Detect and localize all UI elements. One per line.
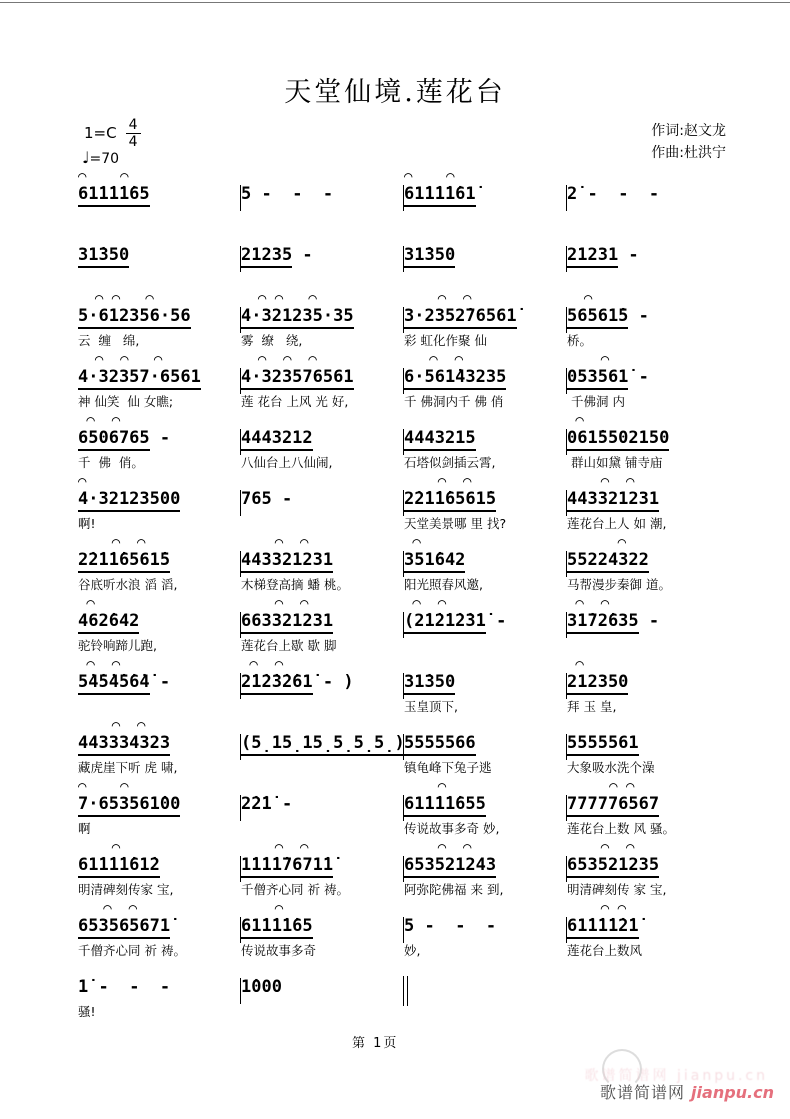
measure bbox=[567, 901, 729, 958]
measure-notes: 653565671̇ bbox=[78, 915, 240, 939]
measure-notes: 61̇1̇1̇1̇61̇2 bbox=[78, 854, 240, 878]
score-row bbox=[0, 474, 790, 532]
measure-lyric: 神 仙笑 仙 女瞧; bbox=[78, 394, 174, 409]
measure-lyric bbox=[78, 272, 240, 287]
measure bbox=[78, 779, 240, 836]
slur-arcs bbox=[567, 233, 729, 244]
measure bbox=[404, 596, 566, 653]
score-row bbox=[0, 233, 790, 288]
measure bbox=[404, 904, 566, 958]
measure-lyric: 千佛洞 内 bbox=[567, 394, 625, 409]
measure-lyric: 彩 虹化作聚 仙 bbox=[404, 333, 487, 348]
slur-arcs: ◠ ◠ bbox=[241, 657, 284, 673]
slur-arcs bbox=[241, 721, 403, 732]
measure-lyric bbox=[567, 211, 729, 226]
measure-lyric bbox=[78, 211, 240, 226]
score-row bbox=[0, 535, 790, 593]
meter-denominator: 4 bbox=[128, 134, 138, 150]
measure-lyric: 桥。 bbox=[567, 333, 593, 348]
measure-lyric: 八仙台上八仙闹, bbox=[241, 455, 333, 470]
slur-arcs: ◠ bbox=[567, 352, 610, 368]
slur-arcs: ◠ ◠ bbox=[78, 169, 129, 185]
credits bbox=[651, 120, 726, 164]
measure bbox=[241, 965, 403, 1019]
key-value: 1=C bbox=[84, 124, 117, 142]
measure-notes: 765 - bbox=[241, 489, 293, 509]
measure-lyric: 妙, bbox=[404, 943, 421, 958]
slur-arcs: ◠ ◠ bbox=[404, 840, 472, 856]
meter-fraction bbox=[126, 118, 141, 149]
measure bbox=[78, 840, 240, 897]
tempo-value: =70 bbox=[89, 151, 120, 167]
slur-arcs bbox=[241, 233, 403, 244]
measure-lyric: 藏虎崖下听 虎 啸, bbox=[78, 760, 178, 775]
measure bbox=[567, 596, 729, 653]
measure-notes: 5 - - - bbox=[241, 184, 334, 204]
measure bbox=[78, 901, 240, 958]
measure-lyric: 啊! bbox=[78, 516, 96, 531]
measure-lyric bbox=[404, 211, 566, 226]
slur-arcs bbox=[241, 782, 403, 793]
slur-arcs bbox=[404, 660, 566, 671]
slur-arcs: ◠ bbox=[567, 291, 593, 307]
measure-lyric: 传说故事多奇 妙, bbox=[404, 821, 500, 836]
slur-arcs: ◠ bbox=[567, 413, 584, 429]
measure bbox=[78, 291, 240, 348]
watermark-site: 歌谱简谱网 bbox=[599, 1083, 692, 1102]
measure-notes: 351̇642 bbox=[404, 549, 566, 573]
measure-notes: 663321231 bbox=[241, 610, 403, 634]
measure-lyric bbox=[241, 760, 403, 775]
slur-arcs: ◠ ◠ bbox=[567, 840, 635, 856]
measure bbox=[567, 233, 729, 287]
slur-arcs: ◠ bbox=[78, 596, 95, 612]
composer: 作曲:杜洪宁 bbox=[651, 145, 726, 161]
slur-arcs bbox=[241, 965, 403, 976]
measure-notes: 777776567 bbox=[567, 793, 729, 817]
measure-notes: 4·32123500 bbox=[78, 488, 240, 512]
slur-arcs: ◠ ◠ bbox=[78, 535, 146, 551]
measure-lyric: 千 佛 俏。 bbox=[78, 455, 144, 470]
slur-arcs: ◠ ◠ bbox=[567, 596, 610, 612]
measure bbox=[567, 413, 729, 470]
measure-notes: 21231 - bbox=[567, 244, 729, 268]
measure bbox=[404, 660, 566, 714]
slur-arcs: ◠ ◠ bbox=[404, 352, 464, 368]
measure-notes: 2̇ - - - bbox=[567, 184, 660, 204]
measure-lyric bbox=[241, 272, 403, 287]
measure-lyric: 驼铃响蹄儿跑, bbox=[78, 638, 157, 653]
measure-notes: 31̇72̇635 - bbox=[567, 610, 729, 634]
measure bbox=[404, 169, 566, 226]
measure bbox=[567, 352, 729, 409]
measure-notes: 21235 - bbox=[241, 244, 403, 268]
measure-lyric: 木梯登高摘 蟠 桃。 bbox=[241, 577, 349, 592]
slur-arcs: ◠ ◠ bbox=[567, 474, 635, 490]
measure-lyric: 莲 花台 上风 光 好, bbox=[241, 394, 349, 409]
measure-notes: 4·32357·6561 bbox=[78, 366, 240, 390]
measure-lyric: 马帮漫步秦御 道。 bbox=[567, 577, 671, 592]
measure-notes: 061̇5502150 bbox=[567, 427, 729, 451]
measure-lyric bbox=[567, 272, 729, 287]
measure-lyric: 天堂美景哪 里 找? bbox=[404, 516, 507, 531]
measure-lyric: 千 佛洞内千 佛 俏 bbox=[404, 394, 504, 409]
measure-notes: 5·612356·56 bbox=[78, 305, 240, 329]
measure-lyric: 千僧齐心同 祈 祷。 bbox=[241, 882, 349, 897]
measure-notes: 2̇1̇2̇3̇2̇61̇ - ) bbox=[241, 671, 403, 695]
slur-arcs: ◠ ◠ bbox=[78, 718, 146, 734]
measure-notes: 053561̇ - bbox=[567, 366, 729, 390]
measure-notes: 2̇2̇1̇1̇6561̇5 bbox=[78, 549, 240, 573]
slur-arcs: ◠ bbox=[241, 901, 284, 917]
slur-arcs: ◠ ◠ bbox=[78, 413, 121, 429]
slur-arcs: ◠ ◠ ◠ bbox=[241, 352, 317, 368]
measure-notes: 4443212 bbox=[241, 427, 403, 451]
measure-notes: 31̇350 bbox=[78, 244, 240, 268]
measure-notes: 61̇1̇1̇1̇655 bbox=[404, 793, 566, 817]
measure bbox=[78, 718, 240, 775]
measure bbox=[567, 535, 729, 592]
measure-notes: (2̇1̇2̇1̇2̇3̇1̇ - bbox=[404, 610, 566, 634]
measure-notes: 61̇1̇1̇1̇65 bbox=[241, 915, 403, 939]
tempo-marking bbox=[82, 148, 119, 167]
measure bbox=[78, 413, 240, 470]
measure bbox=[404, 416, 566, 470]
measure-notes: 61̇1̇1̇1̇61̇ bbox=[404, 183, 566, 207]
watermark-domain: jianpu.cn bbox=[691, 1083, 774, 1102]
measure-notes: 3·2352̇76561̇ bbox=[404, 305, 566, 329]
measure bbox=[404, 291, 566, 348]
slur-arcs bbox=[404, 233, 566, 244]
measure bbox=[241, 172, 403, 226]
slur-arcs: ◠ bbox=[78, 840, 121, 856]
score-row bbox=[0, 901, 790, 959]
slur-arcs bbox=[241, 416, 403, 427]
measure bbox=[404, 840, 566, 897]
measure-notes: 4·323576561 bbox=[241, 366, 403, 390]
measure bbox=[241, 657, 403, 714]
slur-arcs: ◠ bbox=[78, 474, 87, 490]
measure bbox=[241, 721, 403, 775]
final-barline bbox=[403, 976, 408, 1006]
meter-numerator: 4 bbox=[126, 118, 141, 134]
measure-notes: 5555566 bbox=[404, 732, 566, 756]
slur-arcs: ◠ bbox=[404, 535, 421, 551]
measure bbox=[78, 657, 240, 714]
measure-lyric: 莲花台上数 风 骚。 bbox=[567, 821, 675, 836]
measure bbox=[78, 169, 240, 226]
watermark-ghost: 歌谱简谱网 jianpu.cn bbox=[584, 1068, 768, 1084]
score-row bbox=[0, 657, 790, 715]
measure-lyric: 明清碑刻传家 宝, bbox=[78, 882, 174, 897]
measure-lyric: 云 缠 绵, bbox=[78, 333, 140, 348]
slur-arcs bbox=[78, 965, 240, 976]
slur-arcs: ◠ bbox=[404, 779, 447, 795]
measure bbox=[404, 233, 566, 287]
slur-arcs: ◠ ◠ bbox=[404, 169, 455, 185]
slur-arcs: ◠ ◠ bbox=[567, 779, 635, 795]
measure bbox=[567, 291, 729, 348]
measure-lyric bbox=[241, 211, 403, 226]
slur-arcs bbox=[241, 172, 403, 183]
measure-notes: 443321231 bbox=[567, 488, 729, 512]
measure-lyric: 玉皇顶下, bbox=[404, 699, 458, 714]
measure bbox=[404, 535, 566, 592]
measure bbox=[78, 535, 240, 592]
slur-arcs bbox=[241, 477, 403, 488]
score bbox=[0, 169, 790, 1020]
measure bbox=[241, 291, 403, 348]
measure bbox=[567, 657, 729, 714]
measure-lyric bbox=[78, 699, 240, 714]
measure bbox=[241, 901, 403, 958]
measure-notes: 4443215 bbox=[404, 427, 566, 451]
measure-lyric bbox=[404, 272, 566, 287]
measure-notes: 1̇000 bbox=[241, 977, 282, 997]
slur-arcs: ◠ ◠ bbox=[241, 840, 309, 856]
measure bbox=[78, 596, 240, 653]
measure bbox=[241, 535, 403, 592]
measure-notes: 7·653561̇00 bbox=[78, 793, 240, 817]
slur-arcs bbox=[567, 172, 729, 183]
measure-notes: 212350 bbox=[567, 671, 729, 695]
measure-notes: 443321231 bbox=[241, 549, 403, 573]
score-row bbox=[0, 352, 790, 410]
slur-arcs bbox=[404, 416, 566, 427]
measure bbox=[567, 474, 729, 531]
measure bbox=[404, 474, 566, 531]
score-row bbox=[0, 718, 790, 776]
slur-arcs: ◠ ◠ ◠ bbox=[241, 291, 317, 307]
measure-notes: 5 - - - bbox=[404, 916, 497, 936]
measure bbox=[241, 352, 403, 409]
sheet-header bbox=[0, 0, 790, 172]
measure-lyric bbox=[567, 638, 729, 653]
measure bbox=[567, 172, 729, 226]
measure bbox=[241, 782, 403, 836]
measure bbox=[241, 416, 403, 470]
measure-lyric: 谷底听水浪 滔 滔, bbox=[78, 577, 178, 592]
measure-notes: 56561̇5 - bbox=[567, 305, 729, 329]
measure-lyric: 群山如黛 铺寺庙 bbox=[567, 455, 663, 470]
measure bbox=[78, 474, 240, 531]
measure-notes: 6506765 - bbox=[78, 427, 240, 451]
score-row bbox=[0, 779, 790, 837]
measure-notes: 653521243 bbox=[404, 854, 566, 878]
measure bbox=[78, 965, 240, 1019]
measure-lyric bbox=[241, 516, 403, 531]
measure-notes: 5555561 bbox=[567, 732, 729, 756]
measure bbox=[404, 779, 566, 836]
measure bbox=[241, 596, 403, 653]
slur-arcs: ◠ ◠ bbox=[404, 596, 447, 612]
measure-notes: (5̣15̣15̣5̣5̣5̣) bbox=[241, 732, 403, 756]
lyricist: 作词:赵文龙 bbox=[651, 123, 726, 139]
slur-arcs: ◠ ◠ bbox=[241, 596, 309, 612]
measure-lyric: 拜 玉 皇, bbox=[567, 699, 617, 714]
measure-notes: 653521235 bbox=[567, 854, 729, 878]
measure-lyric: 明清碑刻传 家 宝, bbox=[567, 882, 667, 897]
measure bbox=[567, 779, 729, 836]
measure-notes: 31̇350 bbox=[404, 244, 566, 268]
measure-lyric: 阳光照春风邀, bbox=[404, 577, 483, 592]
slur-arcs: ◠ bbox=[567, 657, 584, 673]
measure-lyric: 镇龟峰下兔子逃 bbox=[404, 760, 492, 775]
measure-lyric: 大象吸水洗个澡 bbox=[567, 760, 655, 775]
slur-arcs bbox=[404, 904, 566, 915]
measure-lyric bbox=[241, 699, 403, 714]
measure-lyric: 传说故事多奇 bbox=[241, 943, 317, 958]
measure bbox=[78, 233, 240, 287]
measure-lyric: 石塔似剑插云霄, bbox=[404, 455, 496, 470]
measure-notes: 2̇2̇1̇ - bbox=[241, 794, 293, 814]
measure bbox=[241, 840, 403, 897]
slur-arcs: ◠ ◠ ◠ bbox=[78, 291, 154, 307]
measure bbox=[78, 352, 240, 409]
slur-arcs bbox=[78, 233, 240, 244]
measure-notes: 61̇1̇1̇1̇65 bbox=[78, 183, 240, 207]
measure-notes: 443334323 bbox=[78, 732, 240, 756]
measure-notes: 5̇4̇5̇4̇5̇6̇4̇ - bbox=[78, 671, 240, 695]
measure-notes: 1̇1̇1̇1̇7671̇1̇ bbox=[241, 854, 403, 878]
measure-notes: 1̇ - - - bbox=[78, 977, 171, 997]
measure-notes: 31̇350 bbox=[404, 671, 566, 695]
slur-arcs: ◠ ◠ bbox=[404, 474, 472, 490]
measure-notes: 462̇642 bbox=[78, 610, 240, 634]
measure bbox=[241, 477, 403, 531]
score-row bbox=[0, 413, 790, 471]
score-row bbox=[0, 840, 790, 898]
score-row bbox=[0, 291, 790, 349]
measure-lyric: 莲花台上数风 bbox=[567, 943, 643, 958]
measure-notes: 6·561̇43235 bbox=[404, 366, 566, 390]
song-title: 天堂仙境.莲花台 bbox=[284, 77, 506, 108]
key-signature bbox=[84, 118, 141, 149]
slur-arcs: ◠ ◠ bbox=[567, 901, 627, 917]
measure-lyric bbox=[241, 1004, 403, 1019]
slur-arcs: ◠ bbox=[567, 535, 627, 551]
measure bbox=[567, 840, 729, 897]
measure-lyric: 千僧齐心同 祈 祷。 bbox=[78, 943, 186, 958]
measure-lyric: 骚! bbox=[78, 1004, 96, 1019]
slur-arcs bbox=[567, 721, 729, 732]
quarter-note-icon: ♩ bbox=[82, 148, 90, 167]
measure-lyric: 雾 缭 绕, bbox=[241, 333, 303, 348]
slur-arcs: ◠ ◠ ◠ bbox=[78, 352, 163, 368]
score-row bbox=[0, 169, 790, 227]
measure-lyric: 啊 bbox=[78, 821, 91, 836]
page-number: 第 1页 bbox=[352, 1036, 399, 1051]
score-row bbox=[0, 596, 790, 654]
slur-arcs: ◠ ◠ bbox=[78, 657, 121, 673]
slur-arcs: ◠ ◠ bbox=[78, 901, 138, 917]
measure-lyric: 阿弥陀佛福 来 到, bbox=[404, 882, 504, 897]
measure-lyric bbox=[404, 638, 566, 653]
measure bbox=[241, 233, 403, 287]
measure-notes: 2̇2̇1̇1̇6561̇5 bbox=[404, 488, 566, 512]
watermark bbox=[600, 1080, 774, 1103]
measure-lyric: 莲花台上歇 歇 脚 bbox=[241, 638, 337, 653]
measure bbox=[404, 721, 566, 775]
score-row bbox=[0, 965, 790, 1020]
measure-lyric bbox=[241, 821, 403, 836]
measure bbox=[404, 352, 566, 409]
measure-lyric: 莲花台上人 如 潮, bbox=[567, 516, 667, 531]
slur-arcs: ◠ ◠ bbox=[78, 779, 129, 795]
slur-arcs: ◠ ◠ bbox=[241, 535, 309, 551]
measure-notes: 55224322 bbox=[567, 549, 729, 573]
measure bbox=[567, 721, 729, 775]
slur-arcs: ◠ ◠ bbox=[404, 291, 472, 307]
slur-arcs bbox=[404, 721, 566, 732]
measure-notes: 4·321235·35 bbox=[241, 305, 403, 329]
measure-notes: 61̇1̇1̇1̇2̇1̇ bbox=[567, 915, 729, 939]
